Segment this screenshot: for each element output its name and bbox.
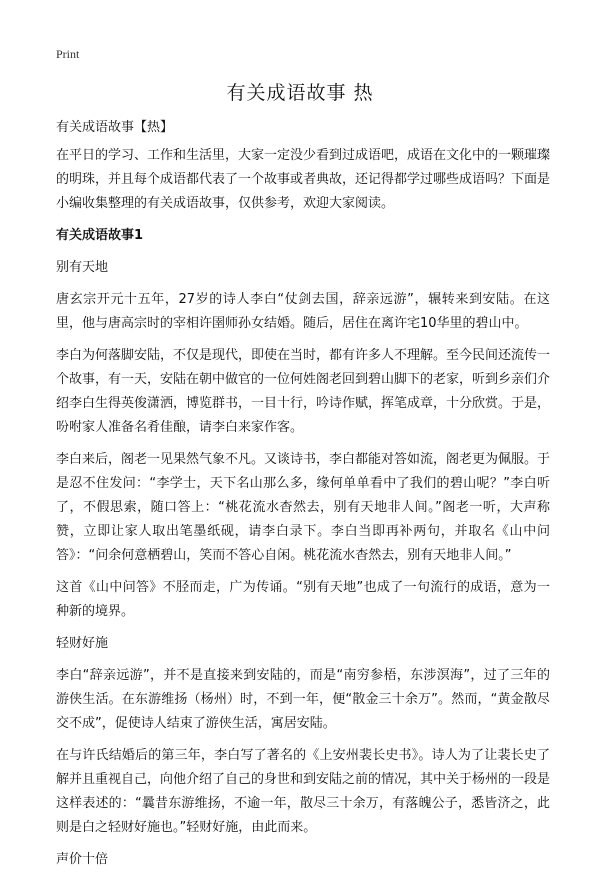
story-subtitle: 声价十倍 (56, 852, 109, 867)
story-paragraph: 在与许氏结婚后的第三年，李白写了著名的《上安州裴长史书》。诗人为了让裴长史了解并且重视自己，向他介绍了自己的身世和到安陆之前的情况，其中关于杨州的一段是这样表述的：“曩昔东游维扬，不逾一年，散尽三十余万，有落魄公子，悉皆济之，此则是白之轻财好施也。”轻财好施，由此而来。 (56, 748, 551, 835)
section-heading: 有关成语故事1 (56, 228, 144, 243)
article-body (56, 116, 550, 880)
story-paragraph: 李白“辞亲远游”，并不是直接来到安陆的，而是“南穷参梧，东涉溟海”，过了三年的游侠生活。在东游维扬（杨州）时，不到一年，便“散金三十余万”。然而，“黄金散尽交不成”，促使诗人结束了游侠生活，寓居安陆。 (56, 668, 550, 731)
print-label[interactable]: Print (56, 47, 80, 61)
story-paragraph: 李白为何落脚安陆，不仅是现代，即使在当时，都有许多人不理解。至今民间还流传一个故事，有一天，安陆在朝中做官的一位何姓阁老回到碧山脚下的老家，听到乡亲们介绍李白生得英俊潇洒，博览群书，一目十行，吟诗作赋，挥笔成章，十分欣赏。于是，吩咐家人准备名肴佳酿，请李白来家作客。 (56, 348, 551, 435)
story-subtitle: 轻财好施 (56, 636, 109, 651)
intro-paragraph: 在平日的学习、工作和生活里，大家一定没少看到过成语吧，成语在文化中的一颗璀璨的明珠，并且每个成语都代表了一个故事或者典故，还记得都学过哪些成语吗？下面是小编收集整理的有关成语故事，仅供参考，欢迎大家阅读。 (56, 148, 551, 211)
story-paragraph: 唐玄宗开元十五年，27岁的诗人李白“仗剑去国，辞亲远游”，辗转来到安陆。在这里，他与唐高宗时的宰相许圉师孙女结婚。随后，居住在离许宅10华里的碧山中。 (56, 292, 550, 331)
story-paragraph: 李白来后，阁老一见果然气象不凡。又谈诗书，李白都能对答如流，阁老更为佩服。于是忍不住发问：“李学士，天下名山那么多，缘何单单看中了我们的碧山呢？”李白听了，不假思索，随口答上：“桃花流水杳然去，别有天地非人间。”阁老一听，大声称赞，立即让家人取出笔墨纸砚，请李白录下。李白当即再补两句，并取名《山中问答》：“问余何意栖碧山，笑而不答心自闲。桃花流水杳然去，别有天地非人间。” (56, 452, 551, 563)
story-paragraph: 这首《山中问答》不胫而走，广为传诵。“别有天地”也成了一句流行的成语，意为一种新的境界。 (56, 580, 550, 619)
intro-label: 有关成语故事【热】 (56, 120, 174, 135)
page-title: 有关成语故事 热 (226, 82, 374, 104)
story-subtitle: 别有天地 (56, 260, 109, 275)
